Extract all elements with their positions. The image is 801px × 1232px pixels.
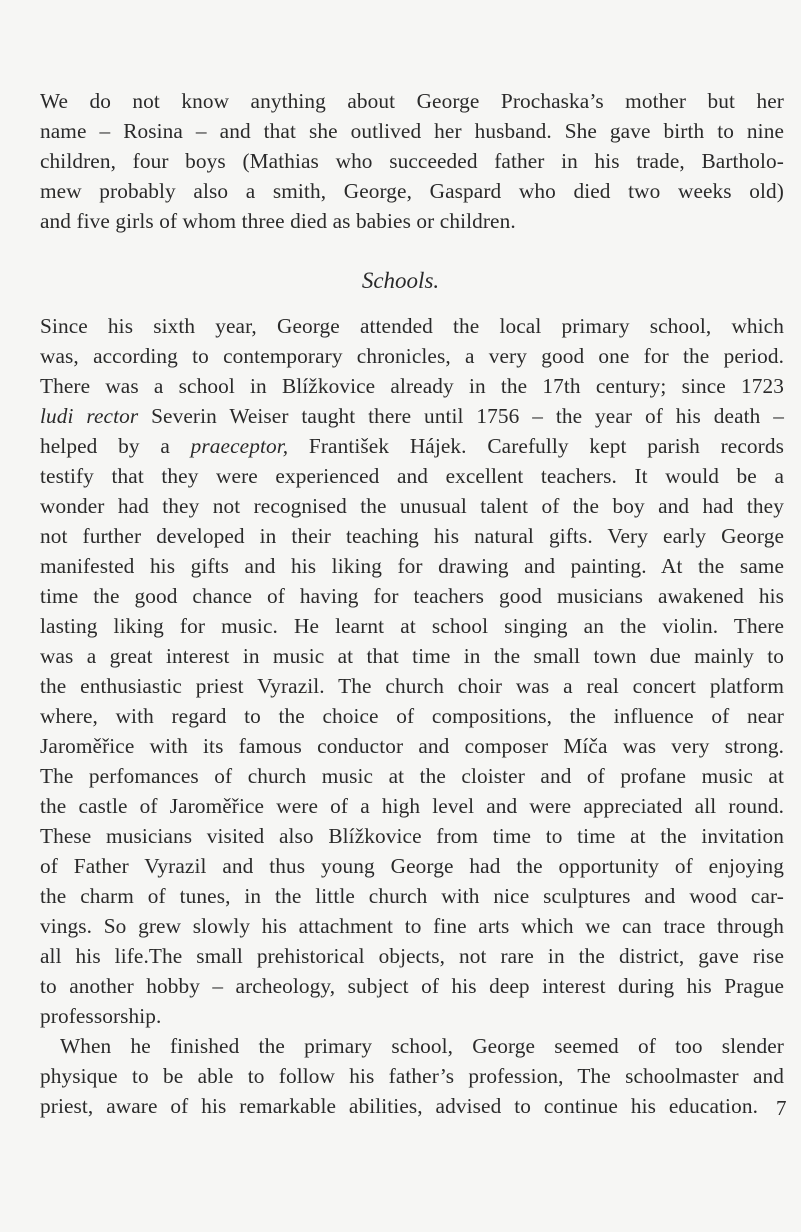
text-line: Jaroměřice with its famous conductor and composer Míča was very strong.: [40, 734, 784, 758]
italic-term: ludi rector: [40, 404, 139, 428]
text-line: where, with regard to the choice of compositions, the influence of near: [40, 704, 784, 728]
text-line: testify that they were experienced and excellent teachers. It would be a: [40, 464, 784, 488]
text-line: was, according to contemporary chronicles, a very good one for the period.: [40, 344, 784, 368]
text-line: all his life.The small prehistorical objects, not rare in the district, gave rise: [40, 944, 784, 968]
page-number: 7: [776, 1096, 787, 1120]
text-line: [40, 431, 784, 461]
text-line: and five girls of whom three died as babies or children.: [40, 209, 516, 233]
text-line: the castle of Jaroměřice were of a high level and were appreciated all round.: [40, 794, 784, 818]
text-line: the charm of tunes, in the little church with nice sculptures and wood car-: [40, 884, 784, 908]
text-line: There was a school in Blížkovice already in the 17th century; since 1723: [40, 374, 784, 398]
text-span: helped by a: [40, 434, 191, 458]
text-line: The perfomances of church music at the cloister and of profane music at: [40, 764, 784, 788]
text-line: lasting liking for music. He learnt at school singing an the violin. There: [40, 614, 784, 638]
text-line: vings. So grew slowly his attachment to fine arts which we can trace through: [40, 914, 784, 938]
text-line: to another hobby – archeology, subject of his deep interest during his Prague: [40, 974, 784, 998]
section-heading: Schools.: [361, 268, 440, 293]
text-line: Since his sixth year, George attended the local primary school, which: [40, 314, 784, 338]
text-line: the enthusiastic priest Vyrazil. The church choir was a real concert platform: [40, 674, 784, 698]
text-line: time the good chance of having for teachers good musicians awakened his: [40, 584, 784, 608]
text-line: These musicians visited also Blížkovice from time to time at the invitation: [40, 824, 784, 848]
text-line: When he finished the primary school, George seemed of too slender: [60, 1034, 784, 1058]
text-line: mew probably also a smith, George, Gaspard who died two weeks old): [40, 179, 784, 203]
text-line: was a great interest in music at that time in the small town due mainly to: [40, 644, 784, 668]
text-line: physique to be able to follow his father’s profession, The schoolmaster and: [40, 1064, 784, 1088]
text-line: of Father Vyrazil and thus young George had the opportunity of enjoying: [40, 854, 784, 878]
text-line: wonder had they not recognised the unusual talent of the boy and had they: [40, 494, 784, 518]
text-line: not further developed in their teaching his natural gifts. Very early George: [40, 524, 784, 548]
text-span: Severin Weiser taught there until 1756 – the year of his death –: [138, 404, 784, 428]
text-line: We do not know anything about George Prochaska’s mother but her: [40, 89, 784, 113]
text-span: František Hájek. Carefully kept parish records: [288, 434, 784, 458]
text-line: children, four boys (Mathias who succeeded father in his trade, Bartholo-: [40, 149, 784, 173]
text-line: name – Rosina – and that she outlived her husband. She gave birth to nine: [40, 119, 784, 143]
text-line: manifested his gifts and his liking for drawing and painting. At the same: [40, 554, 784, 578]
text-line: [40, 401, 784, 431]
text-line: priest, aware of his remarkable abilities, advised to continue his education.: [40, 1094, 758, 1118]
text-line: professorship.: [40, 1004, 162, 1028]
italic-term: praeceptor,: [190, 434, 289, 458]
